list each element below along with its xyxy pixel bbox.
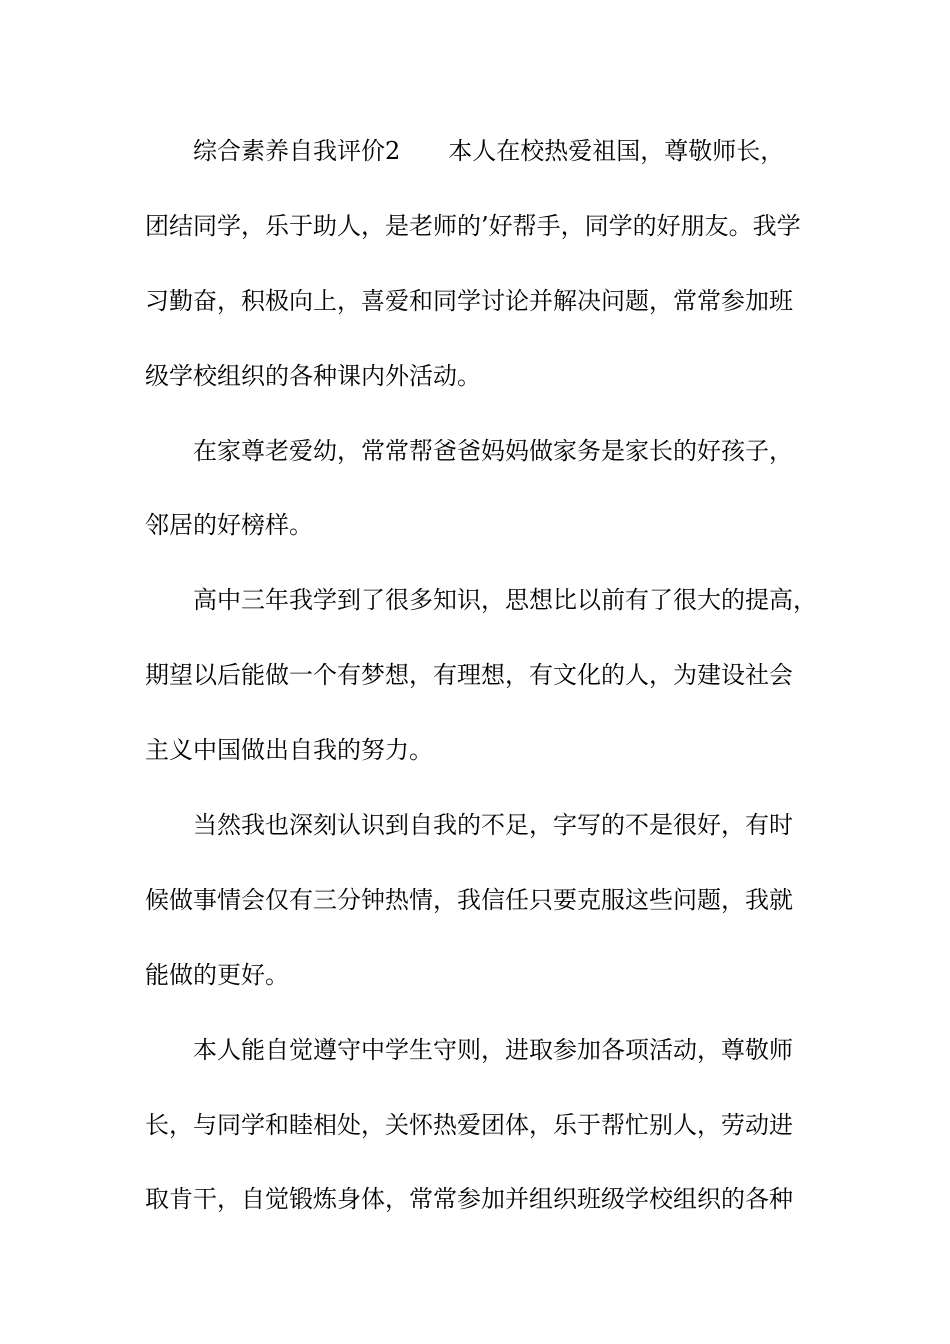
text-line: 能做的更好。 — [145, 960, 289, 989]
paragraph-start-line: 当然我也深刻认识到自我的不足，字写的不是很好，有时 — [193, 811, 793, 840]
text-line: 本人在校热爱祖国，尊敬师长， — [448, 137, 785, 165]
text-line: 期望以后能做一个有梦想，有理想，有文化的人，为建设社会 — [145, 661, 793, 690]
paragraph-start-line: 本人能自觉遵守中学生守则，进取参加各项活动，尊敬师 — [193, 1035, 793, 1064]
document-title: 综合素养自我评价2 — [193, 137, 401, 165]
text-line: 长，与同学和睦相处，关怀热爱团体，乐于帮忙别人，劳动进 — [145, 1110, 793, 1139]
body-text — [145, 128, 817, 1251]
text-line-heading — [145, 128, 810, 203]
text-line: 取肯干，自觉锻炼身体，常常参加并组织班级学校组织的各种 — [145, 1185, 793, 1214]
text-line: 候做事情会仅有三分钟热情，我信任只要克服这些问题，我就 — [145, 885, 793, 914]
paragraph-start-line: 在家尊老爱幼，常常帮爸爸妈妈做家务是家长的好孩子， — [193, 436, 793, 465]
text-line: 邻居的好榜样。 — [145, 511, 313, 540]
text-line: 主义中国做出自我的努力。 — [145, 736, 433, 765]
text-line: 级学校组织的各种课内外活动。 — [145, 361, 481, 390]
paragraph-start-line: 高中三年我学到了很多知识，思想比以前有了很大的提高， — [193, 586, 817, 615]
text-line: 习勤奋，积极向上，喜爱和同学讨论并解决问题，常常参加班 — [145, 286, 793, 315]
text-line: 团结同学，乐于助人，是老师的’好帮手，同学的好朋友。我学 — [145, 211, 801, 240]
